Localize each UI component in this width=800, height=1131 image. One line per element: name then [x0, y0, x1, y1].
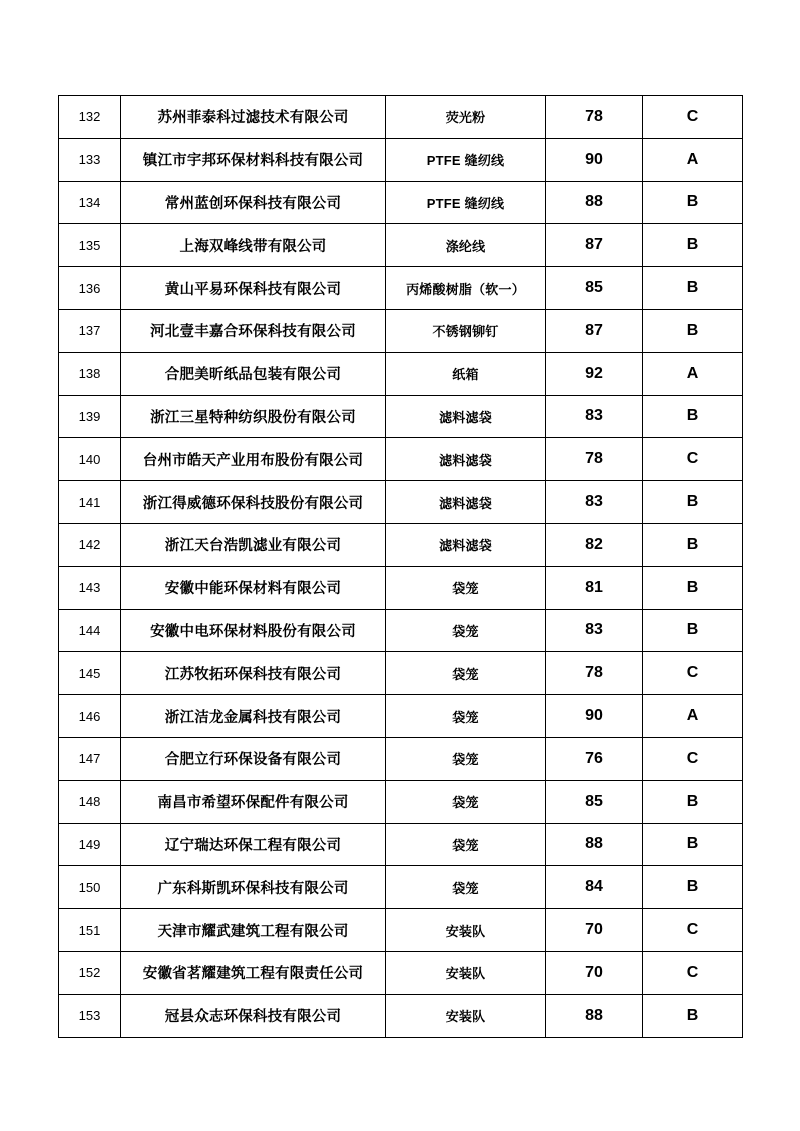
cell-company-name: 江苏牧拓环保科技有限公司	[121, 652, 386, 695]
cell-score: 92	[546, 352, 643, 395]
cell-score: 83	[546, 481, 643, 524]
cell-product: 袋笼	[386, 866, 546, 909]
cell-index: 144	[59, 609, 121, 652]
cell-score: 78	[546, 96, 643, 139]
table-row	[59, 909, 743, 952]
cell-index: 147	[59, 737, 121, 780]
cell-company-name: 浙江天台浩凯滤业有限公司	[121, 523, 386, 566]
cell-score: 88	[546, 181, 643, 224]
table-row	[59, 652, 743, 695]
cell-company-name: 浙江洁龙金属科技有限公司	[121, 695, 386, 738]
cell-score: 90	[546, 138, 643, 181]
table-row	[59, 566, 743, 609]
cell-index: 149	[59, 823, 121, 866]
cell-score: 83	[546, 609, 643, 652]
cell-index: 132	[59, 96, 121, 139]
table-row	[59, 951, 743, 994]
cell-company-name: 冠县众志环保科技有限公司	[121, 994, 386, 1037]
cell-score: 78	[546, 652, 643, 695]
cell-grade: C	[643, 438, 743, 481]
cell-company-name: 浙江三星特种纺织股份有限公司	[121, 395, 386, 438]
cell-score: 70	[546, 951, 643, 994]
table-row	[59, 96, 743, 139]
table-row	[59, 481, 743, 524]
cell-grade: B	[643, 181, 743, 224]
cell-index: 135	[59, 224, 121, 267]
cell-product: 袋笼	[386, 823, 546, 866]
cell-index: 136	[59, 267, 121, 310]
cell-score: 81	[546, 566, 643, 609]
cell-grade: C	[643, 96, 743, 139]
cell-company-name: 河北壹丰嘉合环保科技有限公司	[121, 309, 386, 352]
cell-product: PTFE 缝纫线	[386, 138, 546, 181]
cell-grade: B	[643, 224, 743, 267]
cell-product: 袋笼	[386, 609, 546, 652]
cell-company-name: 常州蓝创环保科技有限公司	[121, 181, 386, 224]
cell-product: 袋笼	[386, 780, 546, 823]
cell-score: 90	[546, 695, 643, 738]
table-row	[59, 523, 743, 566]
cell-grade: B	[643, 566, 743, 609]
cell-product: PTFE 缝纫线	[386, 181, 546, 224]
cell-grade: C	[643, 909, 743, 952]
cell-index: 152	[59, 951, 121, 994]
cell-index: 153	[59, 994, 121, 1037]
cell-product: 袋笼	[386, 695, 546, 738]
table-body	[59, 96, 743, 1038]
cell-score: 85	[546, 267, 643, 310]
cell-grade: B	[643, 481, 743, 524]
cell-grade: B	[643, 523, 743, 566]
cell-product: 荧光粉	[386, 96, 546, 139]
cell-index: 141	[59, 481, 121, 524]
cell-company-name: 台州市皓天产业用布股份有限公司	[121, 438, 386, 481]
table-row	[59, 309, 743, 352]
cell-product: 安装队	[386, 951, 546, 994]
cell-company-name: 广东科斯凯环保科技有限公司	[121, 866, 386, 909]
table-row	[59, 181, 743, 224]
cell-index: 134	[59, 181, 121, 224]
cell-company-name: 辽宁瑞达环保工程有限公司	[121, 823, 386, 866]
cell-product: 涤纶线	[386, 224, 546, 267]
cell-score: 78	[546, 438, 643, 481]
cell-company-name: 黄山平易环保科技有限公司	[121, 267, 386, 310]
cell-score: 83	[546, 395, 643, 438]
cell-score: 70	[546, 909, 643, 952]
cell-grade: A	[643, 695, 743, 738]
cell-company-name: 镇江市宇邦环保材料科技有限公司	[121, 138, 386, 181]
cell-index: 133	[59, 138, 121, 181]
cell-grade: B	[643, 866, 743, 909]
cell-company-name: 浙江得威德环保科技股份有限公司	[121, 481, 386, 524]
cell-company-name: 天津市耀武建筑工程有限公司	[121, 909, 386, 952]
cell-score: 88	[546, 823, 643, 866]
table-row	[59, 737, 743, 780]
cell-product: 袋笼	[386, 566, 546, 609]
cell-product: 纸箱	[386, 352, 546, 395]
table-row	[59, 224, 743, 267]
cell-product: 滤料滤袋	[386, 395, 546, 438]
cell-product: 丙烯酸树脂（软一）	[386, 267, 546, 310]
cell-company-name: 安徽中电环保材料股份有限公司	[121, 609, 386, 652]
cell-company-name: 安徽省茗耀建筑工程有限责任公司	[121, 951, 386, 994]
cell-index: 148	[59, 780, 121, 823]
cell-index: 143	[59, 566, 121, 609]
cell-score: 87	[546, 224, 643, 267]
cell-grade: B	[643, 780, 743, 823]
cell-score: 87	[546, 309, 643, 352]
cell-company-name: 安徽中能环保材料有限公司	[121, 566, 386, 609]
cell-product: 安装队	[386, 909, 546, 952]
table-row	[59, 267, 743, 310]
cell-product: 不锈钢铆钉	[386, 309, 546, 352]
cell-score: 84	[546, 866, 643, 909]
table-row	[59, 695, 743, 738]
cell-grade: B	[643, 609, 743, 652]
cell-index: 138	[59, 352, 121, 395]
cell-index: 140	[59, 438, 121, 481]
cell-company-name: 上海双峰线带有限公司	[121, 224, 386, 267]
cell-grade: B	[643, 267, 743, 310]
cell-product: 安装队	[386, 994, 546, 1037]
cell-product: 袋笼	[386, 737, 546, 780]
table-row	[59, 138, 743, 181]
table-row	[59, 866, 743, 909]
cell-grade: A	[643, 138, 743, 181]
table-row	[59, 395, 743, 438]
table-row	[59, 780, 743, 823]
cell-grade: B	[643, 823, 743, 866]
cell-product: 滤料滤袋	[386, 523, 546, 566]
cell-index: 137	[59, 309, 121, 352]
table-row	[59, 823, 743, 866]
cell-grade: C	[643, 652, 743, 695]
cell-index: 142	[59, 523, 121, 566]
cell-index: 150	[59, 866, 121, 909]
cell-index: 146	[59, 695, 121, 738]
cell-product: 袋笼	[386, 652, 546, 695]
cell-grade: A	[643, 352, 743, 395]
table-row	[59, 609, 743, 652]
table-row	[59, 352, 743, 395]
cell-company-name: 合肥美昕纸品包装有限公司	[121, 352, 386, 395]
cell-index: 151	[59, 909, 121, 952]
cell-company-name: 南昌市希望环保配件有限公司	[121, 780, 386, 823]
cell-index: 139	[59, 395, 121, 438]
table-row	[59, 994, 743, 1037]
cell-grade: B	[643, 994, 743, 1037]
cell-product: 滤料滤袋	[386, 438, 546, 481]
cell-grade: C	[643, 737, 743, 780]
cell-index: 145	[59, 652, 121, 695]
cell-product: 滤料滤袋	[386, 481, 546, 524]
cell-score: 85	[546, 780, 643, 823]
cell-grade: B	[643, 309, 743, 352]
table-row	[59, 438, 743, 481]
cell-score: 76	[546, 737, 643, 780]
cell-grade: B	[643, 395, 743, 438]
cell-company-name: 合肥立行环保设备有限公司	[121, 737, 386, 780]
cell-company-name: 苏州菲泰科过滤技术有限公司	[121, 96, 386, 139]
cell-score: 82	[546, 523, 643, 566]
cell-grade: C	[643, 951, 743, 994]
cell-score: 88	[546, 994, 643, 1037]
supplier-evaluation-table	[58, 95, 743, 1038]
